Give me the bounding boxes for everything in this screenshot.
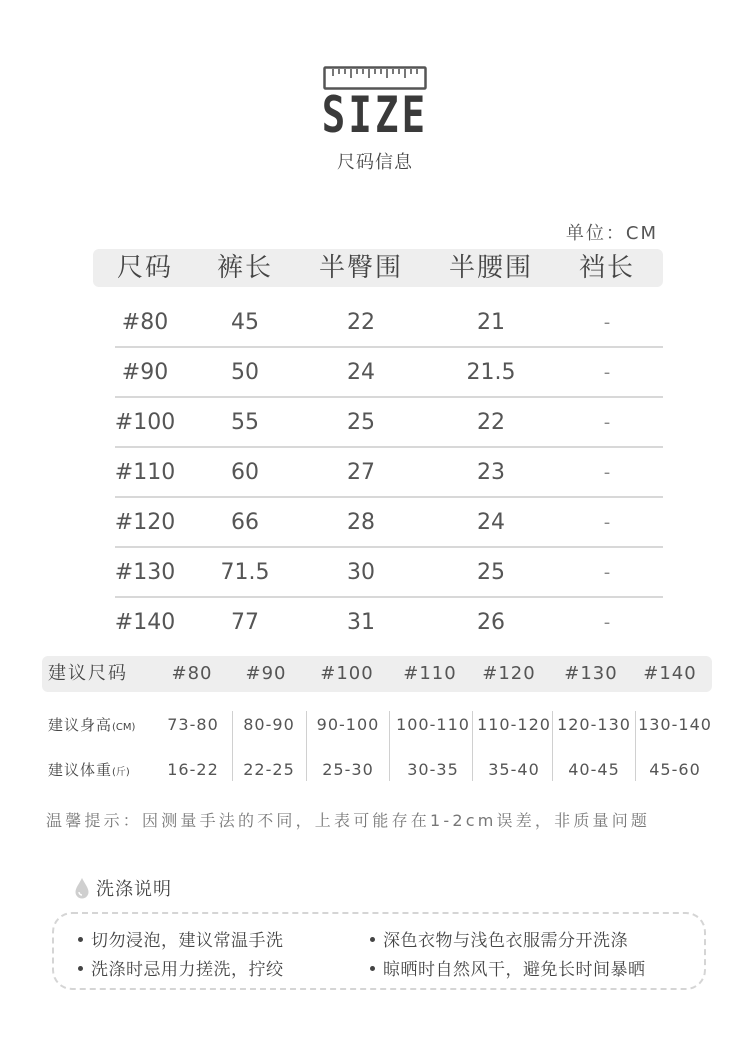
unit-label: 单位：CM <box>565 223 658 244</box>
recommended-size: #100 <box>320 663 374 684</box>
recommended-size: #110 <box>403 663 457 684</box>
table-cell: #110 <box>114 460 176 485</box>
table-row <box>93 598 663 648</box>
height-value: 73-80 <box>167 715 219 734</box>
recommended-weight-row <box>42 750 712 790</box>
table-cell: #100 <box>114 410 176 435</box>
height-value: 100-110 <box>396 715 470 734</box>
column-header: 裆长 <box>578 253 636 283</box>
table-row <box>93 448 663 498</box>
table-cell: 50 <box>231 360 259 385</box>
height-value: 110-120 <box>477 715 551 734</box>
table-cell: - <box>603 562 611 583</box>
care-item: 深色衣物与浅色衣服需分开洗涤 <box>370 926 628 951</box>
table-cell: 24 <box>477 510 505 535</box>
table-cell: 21.5 <box>466 360 516 385</box>
care-instructions-box <box>52 912 706 990</box>
page-subtitle: 尺码信息 <box>337 152 413 173</box>
size-table-header <box>93 249 663 287</box>
height-label: 建议身高(CM) <box>48 716 136 734</box>
weight-value: 45-60 <box>649 760 701 779</box>
weight-value: 25-30 <box>322 760 374 779</box>
table-cell: 25 <box>477 560 505 585</box>
table-cell: 71.5 <box>220 560 270 585</box>
table-cell: #140 <box>114 610 176 635</box>
recommended-size: #140 <box>643 663 697 684</box>
recommended-size: #130 <box>564 663 618 684</box>
recommended-height-row <box>42 705 712 745</box>
table-row <box>93 348 663 398</box>
bullet-icon <box>370 966 375 971</box>
table-row <box>93 498 663 548</box>
table-cell: - <box>603 512 611 533</box>
table-cell: #80 <box>121 310 169 335</box>
weight-value: 30-35 <box>407 760 459 779</box>
bullet-icon <box>78 937 83 942</box>
care-item: 晾晒时自然风干，避免长时间暴晒 <box>370 955 646 980</box>
care-item: 洗涤时忌用力搓洗，拧绞 <box>78 955 284 980</box>
recommended-size: #120 <box>482 663 536 684</box>
column-header: 半腰围 <box>448 253 534 283</box>
height-value: 80-90 <box>243 715 295 734</box>
table-cell: 28 <box>347 510 375 535</box>
table-row <box>93 548 663 598</box>
table-cell: 55 <box>231 410 259 435</box>
recommended-size-header <box>42 656 712 692</box>
bullet-icon <box>370 937 375 942</box>
table-cell: 24 <box>347 360 375 385</box>
weight-label: 建议体重(斤) <box>48 761 130 779</box>
table-cell: 26 <box>477 610 505 635</box>
bullet-icon <box>78 966 83 971</box>
table-cell: 31 <box>347 610 375 635</box>
weight-value: 40-45 <box>568 760 620 779</box>
care-title: 洗涤说明 <box>96 879 172 900</box>
table-cell: - <box>603 462 611 483</box>
table-cell: 66 <box>231 510 259 535</box>
table-cell: 45 <box>231 310 259 335</box>
weight-value: 35-40 <box>488 760 540 779</box>
table-cell: 21 <box>477 310 505 335</box>
table-cell: 30 <box>347 560 375 585</box>
measurement-tip: 温馨提示：因测量手法的不同，上表可能存在1-2cm误差，非质量问题 <box>46 811 651 830</box>
recommended-size: #80 <box>171 663 213 684</box>
table-row <box>93 298 663 348</box>
table-cell: 22 <box>347 310 375 335</box>
care-item: 切勿浸泡，建议常温手洗 <box>78 926 284 951</box>
column-header: 尺码 <box>116 253 174 283</box>
recommended-size: #90 <box>245 663 287 684</box>
height-value: 120-130 <box>557 715 631 734</box>
weight-value: 22-25 <box>243 760 295 779</box>
table-cell: 22 <box>477 410 505 435</box>
column-header: 半臀围 <box>318 253 404 283</box>
table-cell: #90 <box>121 360 169 385</box>
height-value: 130-140 <box>638 715 712 734</box>
table-cell: 60 <box>231 460 259 485</box>
column-header: 裤长 <box>216 253 274 283</box>
table-cell: #120 <box>114 510 176 535</box>
table-cell: 23 <box>477 460 505 485</box>
table-cell: - <box>603 412 611 433</box>
weight-value: 16-22 <box>167 760 219 779</box>
table-cell: 27 <box>347 460 375 485</box>
table-cell: 25 <box>347 410 375 435</box>
table-row <box>93 398 663 448</box>
page-title: SIZE <box>321 86 429 144</box>
table-cell: #130 <box>114 560 176 585</box>
table-cell: 77 <box>231 610 259 635</box>
table-cell: - <box>603 312 611 333</box>
recommended-size-label: 建议尺码 <box>48 663 128 684</box>
table-cell: - <box>603 612 611 633</box>
table-cell: - <box>603 362 611 383</box>
height-value: 90-100 <box>316 715 380 734</box>
water-drop-icon <box>74 877 90 899</box>
